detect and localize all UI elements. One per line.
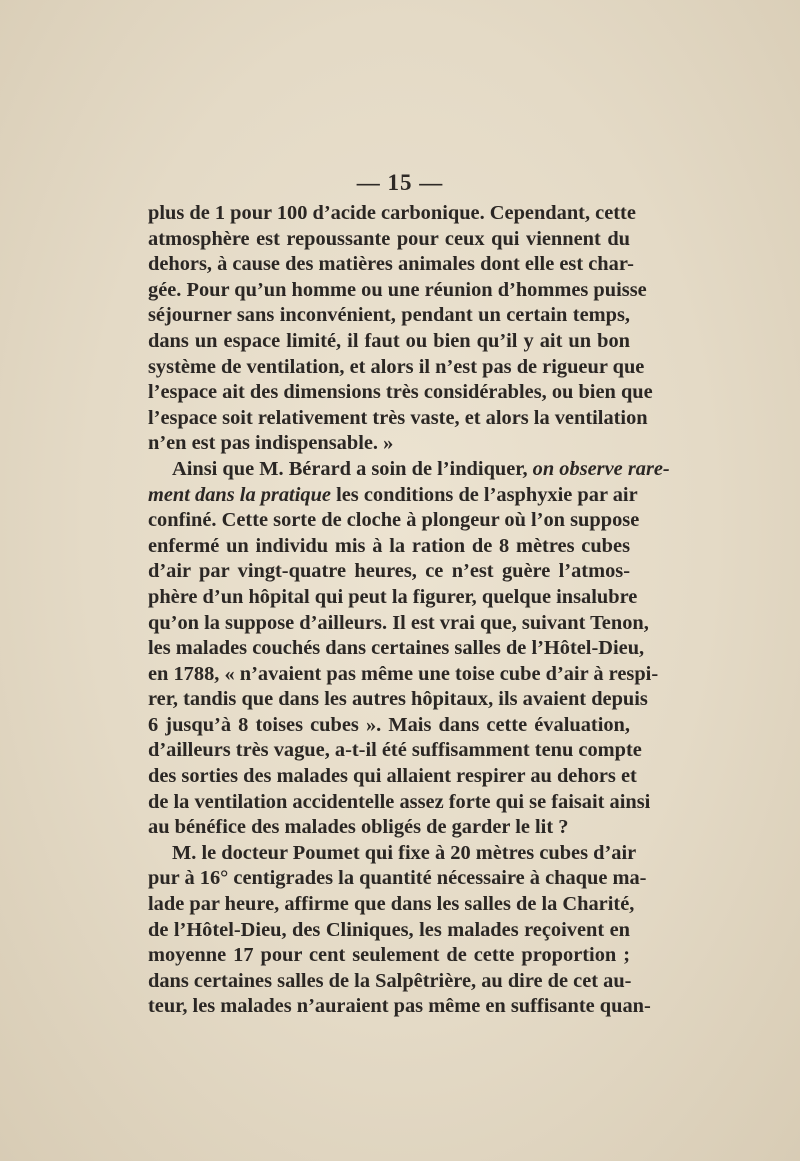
text-line: dans certaines salles de la Salpêtrière, au dire de cet au- [148, 969, 632, 992]
text-line: système de ventilation, et alors il n’est pas de rigueur que [148, 355, 645, 378]
text-line: rer, tandis que dans les autres hôpitaux, ils avaient depuis [148, 688, 648, 711]
text-line: moyenne 17 pour cent seulement de cette proportion ; [148, 944, 630, 967]
text-line: des sorties des malades qui allaient respirer au dehors et [148, 765, 637, 788]
text-line: lade par heure, affirme que dans les salles de la Charité, [148, 893, 635, 916]
text-line: de l’Hôtel-Dieu, des Cliniques, les malades reçoivent en [148, 918, 630, 941]
text-line: au bénéfice des malades obligés de garder le lit ? [148, 816, 569, 839]
text-line: dehors, à cause des matières animales dont elle est char- [148, 253, 634, 276]
italic-text: on observe rare- [532, 457, 670, 480]
text-segment: les conditions de l’asphyxie par air [330, 483, 638, 506]
text-line: enfermé un individu mis à la ration de 8 mètres cubes [148, 534, 630, 557]
text-line: l’espace soit relativement très vaste, et alors la ventilation [148, 406, 648, 429]
text-line: teur, les malades n’auraient pas même en suffisante quan- [148, 995, 651, 1018]
text-line [148, 483, 638, 509]
text-line: confiné. Cette sorte de cloche à plongeur où l’on suppose [148, 509, 640, 532]
text-line: pur à 16° centigrades la quantité nécessaire à chaque ma- [148, 867, 647, 890]
text-line: de la ventilation accidentelle assez forte qui se faisait ainsi [148, 790, 651, 813]
text-line: d’ailleurs très vague, a-t-il été suffisamment tenu compte [148, 739, 642, 762]
body-text [148, 201, 670, 1020]
text-line: phère d’un hôpital qui peut la figurer, quelque insalubre [148, 585, 638, 608]
text-line: qu’on la suppose d’ailleurs. Il est vrai que, suivant Tenon, [148, 611, 649, 634]
text-line: M. le docteur Poumet qui fixe à 20 mètres cubes d’air [172, 841, 637, 864]
text-line: dans un espace limité, il faut ou bien qu’il y ait un bon [148, 329, 630, 352]
text-line: atmosphère est repoussante pour ceux qui viennent du [148, 227, 630, 250]
text-line: gée. Pour qu’un homme ou une réunion d’hommes puisse [148, 278, 647, 301]
text-line: les malades couchés dans certaines salles de l’Hôtel-Dieu, [148, 637, 645, 660]
page-number: — 15 — [356, 170, 444, 195]
text-segment: Ainsi que M. Bérard a soin de l’indiquer, [172, 457, 533, 480]
text-line: séjourner sans inconvénient, pendant un certain temps, [148, 304, 630, 327]
text-line [148, 457, 670, 483]
text-line: d’air par vingt-quatre heures, ce n’est guère l’atmos- [148, 560, 630, 583]
text-line: 6 jusqu’à 8 toises cubes ». Mais dans cette évaluation, [148, 713, 630, 736]
text-line: en 1788, « n’avaient pas même une toise cube d’air à respi- [148, 662, 659, 685]
italic-text: ment dans la pratique [148, 483, 331, 506]
text-line: plus de 1 pour 100 d’acide carbonique. Cependant, cette [148, 202, 636, 224]
text-line: n’en est pas indispensable. » [148, 432, 394, 455]
text-line: l’espace ait des dimensions très considérables, ou bien que [148, 381, 653, 404]
